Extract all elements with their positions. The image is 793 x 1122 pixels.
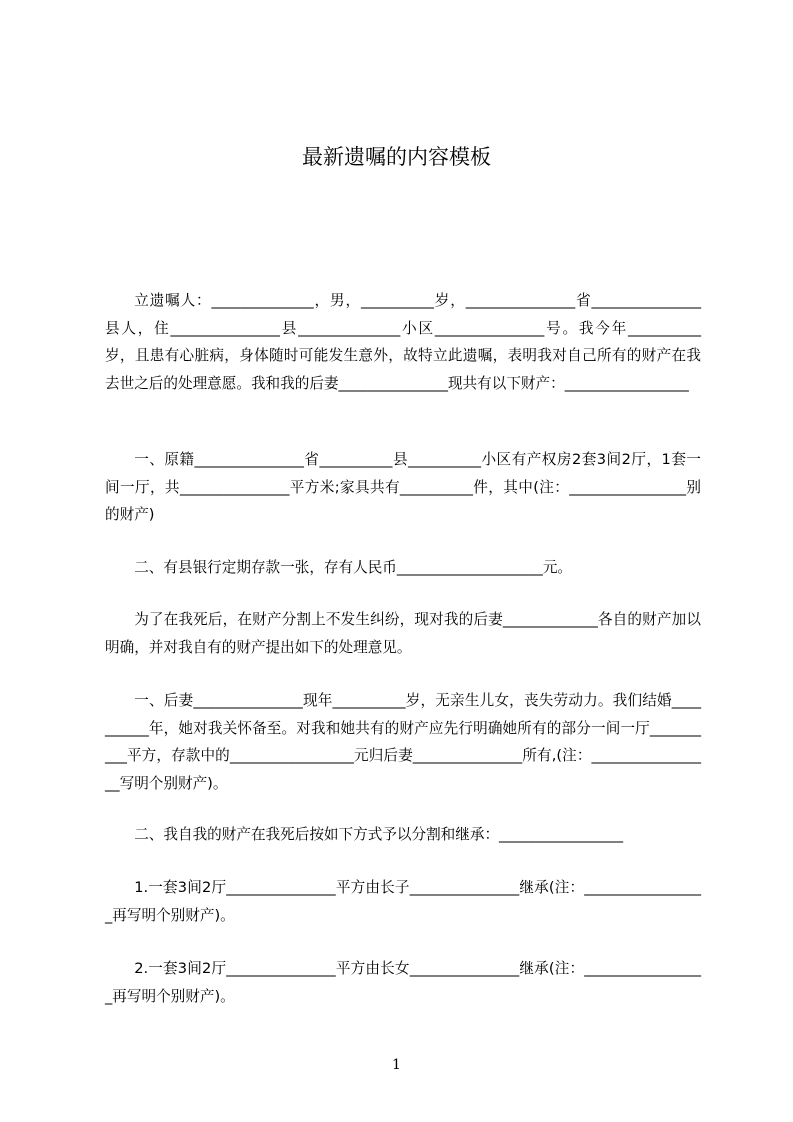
paragraph-item-2: 2.一套3间2厅_______________平方由长女_______________继承(注：_________________再写明个别财产)。 (105, 960, 701, 1005)
paragraph-inheritance-intro: 二、我自我的财产在我死后按如下方式予以分割和继承：_________________ (134, 826, 624, 843)
page-number: 1 (392, 1057, 401, 1073)
paragraph-purpose: 为了在我死后，在财产分割上不发生纠纷，现对我的后妻_____________各自的财产加以明确，并对我自有的财产提出如下的处理意见。 (105, 611, 701, 656)
paragraph-item-1: 1.一套3间2厅_______________平方由长子_______________继承(注：_________________再写明个别财产)。 (105, 879, 701, 924)
paragraph-testator-info: 立遗嘱人：______________，男，__________岁，_______________省_______________县人，住_______________县______________小区_______________号。我今年__________岁，且患有心脏病，身体随时可能发生意外，故特立此遗嘱，表明我对自己所有的财产在我去世之后的处理意愿。我和我的后妻_______________现共有以下财产：_________________ (105, 292, 701, 392)
document-title: 最新遗嘱的内容模板 (302, 145, 491, 169)
paragraph-wife-share: 一、后妻_______________现年__________岁，无亲生儿女，丧失劳动力。我们结婚__________年，她对我关怀备至。对我和她共有的财产应先行明确她所有的部分一间一厅__________平方，存款中的_________________元归后妻_______________所有,(注：_________________写明个别财产)。 (105, 692, 701, 792)
paragraph-bank-deposit: 二、有县银行定期存款一张，存有人民币____________________元。 (134, 559, 573, 576)
paragraph-property-house: 一、原籍_______________省__________县__________小区有产权房2套3间2厅，1套一间一厅，共_______________平方米;家具共有__________件，其中(注：________________别的财产) (105, 451, 701, 523)
